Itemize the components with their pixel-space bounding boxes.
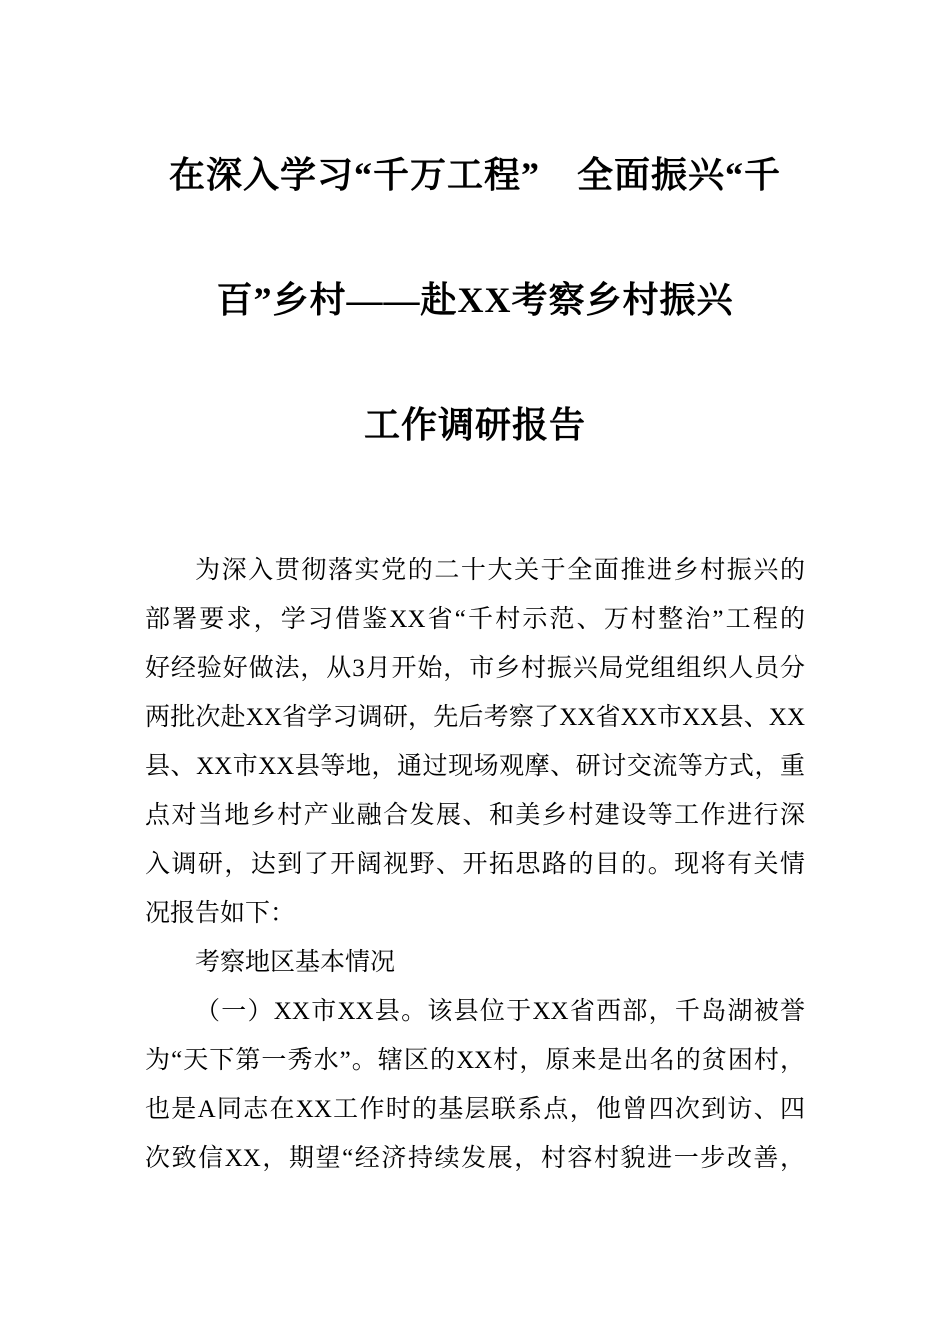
title-line-2: 百”乡村——赴XX考察乡村振兴: [216, 280, 734, 320]
section1-paragraph-line: 为“天下第一秀水”。辖区的XX村，原来是出名的贫困村，: [145, 1047, 805, 1074]
intro-paragraph-line: 两批次赴XX省学习调研，先后考察了XX省XX市XX县、XX: [145, 704, 805, 731]
intro-paragraph-line: 部署要求，学习借鉴XX省“千村示范、万村整治”工程的: [145, 606, 805, 633]
intro-paragraph-line: 县、XX市XX县等地，通过现场观摩、研讨交流等方式，重: [145, 753, 805, 780]
title-line-3: 工作调研报告: [363, 405, 586, 445]
intro-paragraph-line: 点对当地乡村产业融合发展、和美乡村建设等工作进行深: [145, 802, 805, 829]
section1-paragraph-line: （一）XX市XX县。该县位于XX省西部，千岛湖被誉: [195, 998, 805, 1025]
document-body: [145, 546, 805, 1183]
section-heading: 考察地区基本情况: [195, 949, 396, 976]
document-title: [40, 113, 910, 488]
section1-paragraph-line: 也是A同志在XX工作时的基层联系点，他曾四次到访、四: [145, 1096, 805, 1123]
intro-paragraph-line: 好经验好做法，从3月开始，市乡村振兴局党组组织人员分: [145, 655, 805, 682]
intro-paragraph-line: 为深入贯彻落实党的二十大关于全面推进乡村振兴的: [195, 557, 805, 584]
title-line-1: 在深入学习“千万工程” 全面振兴“千: [168, 155, 781, 195]
intro-paragraph-line: 况报告如下：: [145, 900, 296, 927]
section1-paragraph-line: 次致信XX，期望“经济持续发展，村容村貌进一步改善，: [145, 1145, 805, 1172]
intro-paragraph-line: 入调研，达到了开阔视野、开拓思路的目的。现将有关情: [145, 851, 805, 878]
